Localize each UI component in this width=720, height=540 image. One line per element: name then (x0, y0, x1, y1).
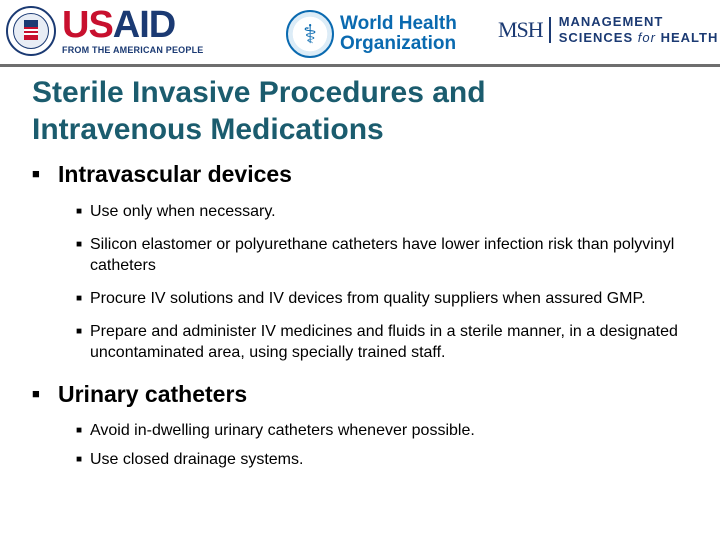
who-name-line2: Organization (340, 33, 457, 54)
usaid-tagline: FROM THE AMERICAN PEOPLE (62, 45, 204, 55)
logo-header (0, 0, 720, 64)
square-bullet-icon: ■ (76, 425, 83, 436)
section-heading: ■ Urinary catheters (32, 381, 248, 407)
list-item: ■ Use closed drainage systems. (76, 451, 304, 468)
msh-name: MANAGEMENT SCIENCES for HEALTH (558, 14, 719, 45)
msh-mark-icon: MSH (498, 17, 551, 43)
square-bullet-icon: ■ (76, 454, 83, 465)
square-bullet-icon: ■ (32, 386, 40, 401)
list-item: ■ Avoid in-dwelling urinary catheters whenever possible. (76, 422, 475, 439)
slide-body (32, 160, 692, 470)
header-divider (0, 64, 720, 67)
list-item: ■ Prepare and administer IV medicines and fluids in a sterile manner, in a designated uncontaminated area, using specially trained staff. (76, 323, 678, 361)
msh-logo (498, 14, 718, 46)
who-emblem-icon: ⚕ (286, 10, 334, 58)
usaid-logo (6, 6, 203, 56)
list-item: ■ Use only when necessary. (76, 203, 276, 220)
square-bullet-icon: ■ (76, 293, 83, 304)
who-name-line1: World Health (340, 13, 457, 34)
square-bullet-icon: ■ (76, 239, 83, 250)
section-heading: ■ Intravascular devices (32, 161, 292, 187)
list-item: ■ Silicon elastomer or polyurethane catheters have lower infection risk than polyvinyl catheters (76, 236, 675, 274)
slide-title: Sterile Invasive Procedures and Intravenous Medications (32, 76, 486, 146)
list-item: ■ Procure IV solutions and IV devices from quality suppliers when assured GMP. (76, 290, 646, 307)
square-bullet-icon: ■ (76, 326, 83, 337)
square-bullet-icon: ■ (32, 166, 40, 181)
square-bullet-icon: ■ (76, 206, 83, 217)
usaid-seal-icon (6, 6, 56, 56)
who-logo (286, 10, 457, 58)
usaid-wordmark: USAID (62, 4, 176, 46)
